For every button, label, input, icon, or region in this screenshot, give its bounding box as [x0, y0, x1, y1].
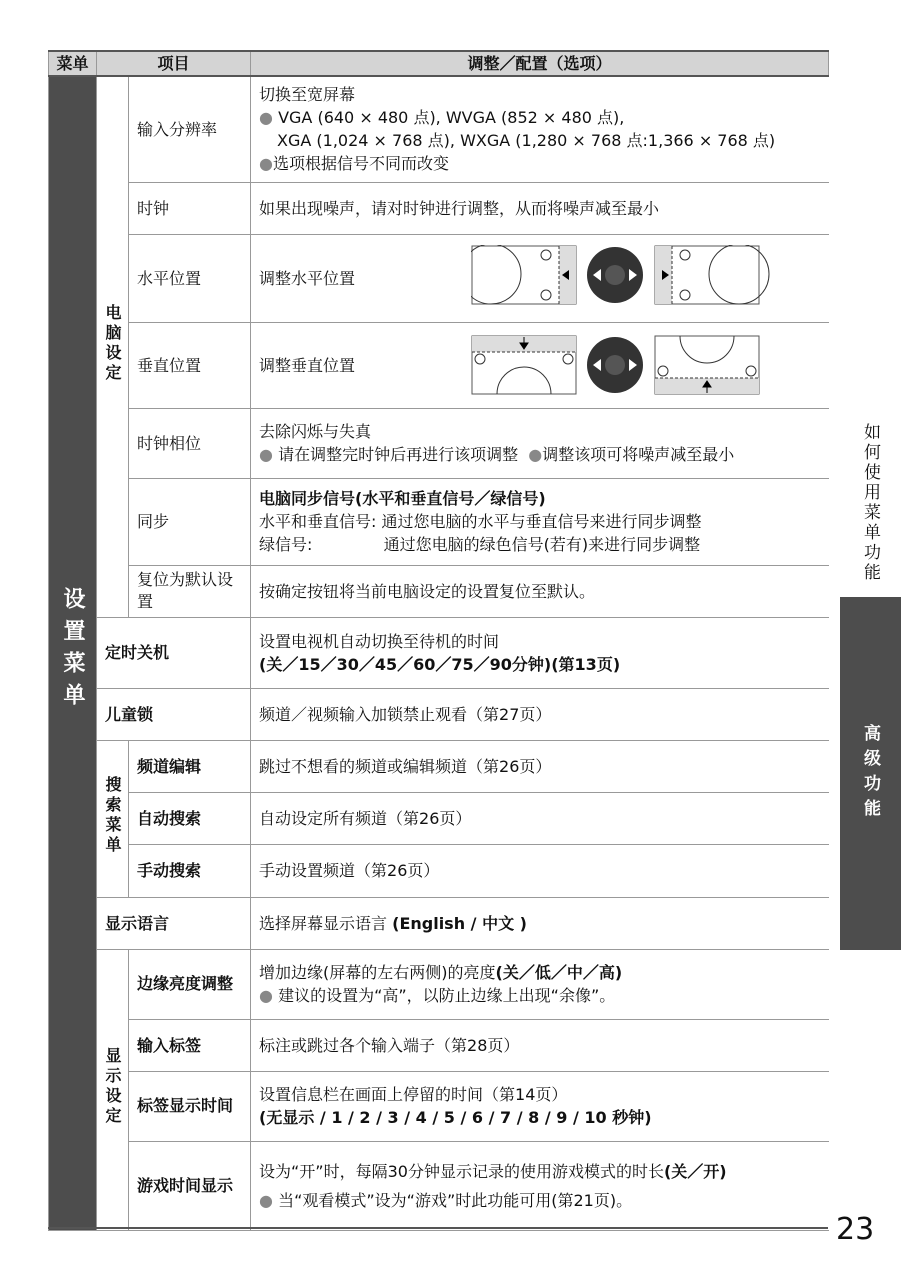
- item-banner-time: 标签显示时间: [129, 1071, 251, 1141]
- side-tab-how-to-use-menu[interactable]: [840, 410, 901, 596]
- text: 增加边缘(屏幕的左右两侧)的亮度: [259, 963, 496, 982]
- text: (关／低／中／高): [495, 963, 623, 982]
- divider: [48, 1227, 828, 1229]
- header-menu: 菜单: [49, 51, 97, 76]
- group-search: [97, 740, 129, 897]
- text: 按确定按钮将当前电脑设定的设置复位至默认。: [251, 565, 829, 617]
- header-item: 项目: [97, 51, 251, 76]
- text: 绿信号: 通过您电脑的绿色信号(若有)来进行同步调整: [259, 535, 701, 554]
- item-auto-search: 自动搜索: [129, 792, 251, 844]
- h-position-diagram: [471, 245, 831, 313]
- text: (English / 中文 ): [392, 913, 527, 933]
- group-search-label: 搜索菜单: [103, 775, 122, 856]
- text: XGA (1,024 × 768 点), WXGA (1,280 × 768 点:1,366 × 768 点): [277, 131, 776, 151]
- text: 建议的设置为“高”，以防止边缘上出现“余像”。: [278, 986, 616, 1005]
- item-channel-edit: 频道编辑: [129, 740, 251, 792]
- group-pc-label: 电脑设定: [103, 303, 122, 384]
- text: 调整该项可将噪声减至最小: [542, 445, 735, 464]
- side-tab-label: 高级功能: [860, 723, 880, 824]
- text: 跳过不想看的频道或编辑频道（第26页）: [251, 740, 829, 792]
- text: 设置电视机自动切换至待机的时间: [259, 631, 500, 651]
- text: (无显示 / 1 / 2 / 3 / 4 / 5 / 6 / 7 / 8 / 9 / 10 秒钟): [259, 1108, 652, 1127]
- text: 频道／视频输入加锁禁止观看（第27页）: [251, 688, 829, 740]
- text: 手动设置频道（第26页）: [251, 844, 829, 897]
- item-child-lock: 儿童锁: [97, 688, 251, 740]
- item-sync: 同步: [129, 478, 251, 565]
- item-clock-phase: 时钟相位: [129, 408, 251, 478]
- settings-menu-table: 菜单 项目 调整／配置（选项） 设置菜单 电脑设定 输入分辨率 切换至宽屏幕 ● VGA (640 × 480 点), WVGA (852 × 480 点), XGA (1,024 × 768 点), WXGA (1,280 × 768 点:1,366 × 768 点) ●选项根据信号不同而改变 时钟 如果出现噪声，请对时钟进行调整，从而将噪声减至最小 水平位置 调整水平位置 垂直位置 调整垂直位置 时钟相位 去除闪烁与失真 ● 请在调整完时钟后再进行该项调整 ●调整该项可将噪声减至最小 同步 电脑同步信号(水平和垂直信号／绿信号) 水平和垂直信号: 通过您电脑的水平与垂直信号来进行同步调整 绿信号: 通过您电脑的绿色信号(若有)来进行同步调整 复位为默认设置 按确定按钮将当前电脑设定的设置复位至默认。 定时关机 设置电视机自动切换至待机的时间 (关／15／30／45／60／75／90分钟)(第13页) 儿童锁 频道／视频输入加锁禁止观看（第27页） 搜索菜单 频道编辑 跳过不想看的频道或编辑频道（第26页） 自动搜索 自动设定所有频道（第26页） 手动搜索 手动设置频道（第26页） 显示语言 选择屏幕显示语言 (English / 中文 ) 显示设定 边缘亮度调整 增加边缘(屏幕的左右两侧)的亮度(关／低／中／高) ● 建议的设置为“高”，以防止边缘上出现“余像”。 输入标签 标注或跳过各个输入端子（第28页） 标签显示时间 设置信息栏在画面上停留的时间（第14页） (无显示 / 1 / 2 / 3 / 4 / 5 / 6 / 7 / 8 / 9 / 10 秒钟) 游戏时间显示 设为“开”时，每隔30分钟显示记录的使用游戏模式的时长(关／开) ● 当“观看模式”设为“游戏”时此功能可用(第21页)。: [48, 50, 829, 1231]
- text: (关／15／30／45／60／75／90分钟)(第13页): [259, 654, 621, 674]
- item-v-position: 垂直位置: [129, 322, 251, 408]
- text: (关／开): [663, 1161, 727, 1181]
- text: 请在调整完时钟后再进行该项调整: [278, 445, 519, 464]
- group-display-label: 显示设定: [103, 1046, 122, 1127]
- item-input-label: 输入标签: [129, 1019, 251, 1071]
- item-edge-brightness: 边缘亮度调整: [129, 949, 251, 1019]
- text: 标注或跳过各个输入端子（第28页）: [251, 1019, 829, 1071]
- group-pc: [97, 76, 129, 617]
- text: 电脑同步信号(水平和垂直信号／绿信号): [259, 489, 546, 508]
- v-position-diagram: [471, 335, 831, 403]
- side-tab-label: 如何使用菜单功能: [860, 423, 880, 583]
- text: 调整水平位置: [259, 268, 356, 288]
- item-off-timer: 定时关机: [97, 617, 251, 688]
- item-manual-search: 手动搜索: [129, 844, 251, 897]
- text: 调整垂直位置: [259, 355, 356, 375]
- item-language: 显示语言: [97, 897, 251, 949]
- text: 设为“开”时，每隔30分钟显示记录的使用游戏模式的时长: [259, 1161, 664, 1181]
- text: 切换至宽屏幕: [259, 85, 356, 105]
- page-number: 23: [836, 1212, 875, 1247]
- text: 自动设定所有频道（第26页）: [251, 792, 829, 844]
- header-adjust: 调整／配置（选项）: [251, 51, 829, 76]
- side-tab-advanced[interactable]: [840, 597, 901, 950]
- group-display: [97, 949, 129, 1230]
- item-resolution: 输入分辨率: [129, 76, 251, 182]
- item-game-time: 游戏时间显示: [129, 1141, 251, 1230]
- text: VGA (640 × 480 点), WVGA (852 × 480 点),: [278, 108, 625, 128]
- text: 水平和垂直信号: 通过您电脑的水平与垂直信号来进行同步调整: [259, 512, 702, 531]
- text: 如果出现噪声，请对时钟进行调整，从而将噪声减至最小: [251, 182, 829, 234]
- text: 当“观看模式”设为“游戏”时此功能可用(第21页)。: [278, 1190, 633, 1210]
- text: 设置信息栏在画面上停留的时间（第14页）: [259, 1085, 568, 1104]
- item-reset: 复位为默认设置: [129, 565, 251, 617]
- menu-setup: [49, 76, 97, 1230]
- item-clock: 时钟: [129, 182, 251, 234]
- menu-label: 设置菜单: [60, 586, 85, 715]
- text: 选择屏幕显示语言: [259, 913, 388, 933]
- text: 去除闪烁与失真: [259, 422, 372, 441]
- text: 选项根据信号不同而改变: [272, 154, 449, 174]
- item-h-position: 水平位置: [129, 234, 251, 322]
